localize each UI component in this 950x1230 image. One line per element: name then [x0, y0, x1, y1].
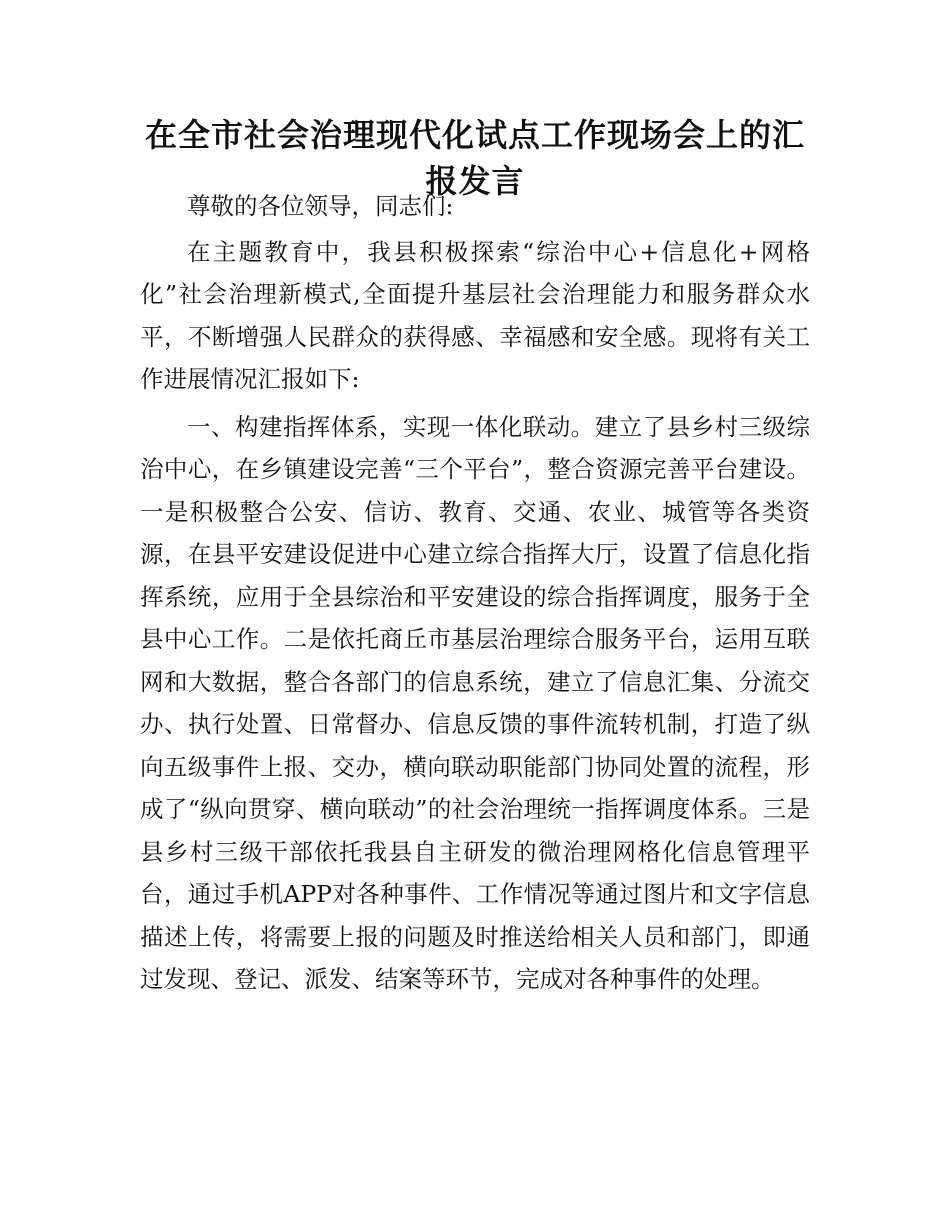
document-title: 在全市社会治理现代化试点工作现场会上的汇报发言 — [144, 116, 805, 200]
document-body — [140, 185, 810, 1006]
paragraph-section-one: 一、构建指挥体系，实现一体化联动。建立了县乡村三级综治中心，在乡镇建设完善“三个平台”，整合资源完善平台建设。一是积极整合公安、信访、教育、交通、农业、城管等各类资源，在县平安建设促进中心建立综合指挥大厅，设置了信息化指挥系统，应用于全县综治和平安建设的综合指挥调度，服务于全县中心工作。二是依托商丘市基层治理综合服务平台，运用互联网和大数据，整合各部门的信息系统，建立了信息汇集、分流交办、执行处置、日常督办、信息反馈的事件流转机制，打造了纵向五级事件上报、交办，横向联动职能部门协同处置的流程，形成了“纵向贯穿、横向联动”的社会治理统一指挥调度体系。三是县乡村三级干部依托我县自主研发的微治理网格化信息管理平台，通过手机APP对各种事件、工作情况等通过图片和文字信息描述上传，将需要上报的问题及时推送给相关人员和部门，即通过发现、登记、派发、结案等环节，完成对各种事件的处理。 — [140, 412, 810, 993]
salutation: 尊敬的各位领导，同志们: — [187, 192, 454, 220]
paragraph-intro: 在主题教育中，我县积极探索“综治中心+信息化+网格化”社会治理新模式,全面提升基层社会治理能力和服务群众水平，不断增强人民群众的获得感、幸福感和安全感。现将有关工作进展情况汇报如下: — [140, 237, 810, 393]
